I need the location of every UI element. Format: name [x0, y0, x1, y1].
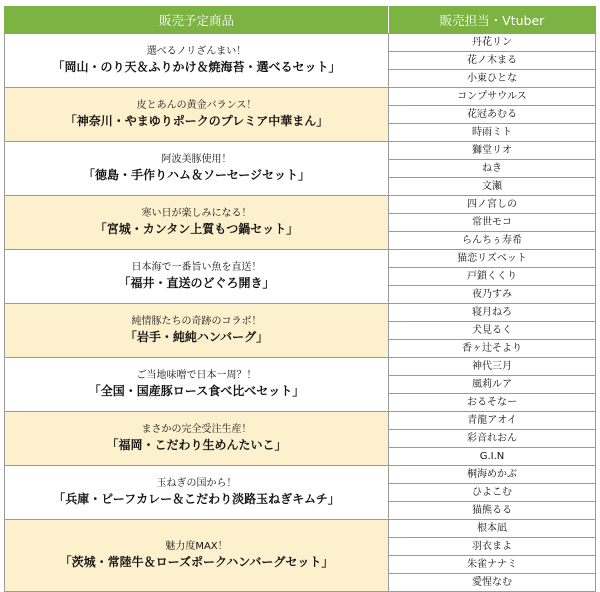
product-name: 「福岡・こだわり生めんたいこ」 [106, 438, 287, 453]
table-row [5, 88, 596, 106]
vtuber-name: 風莉ルア [389, 376, 596, 394]
vtuber-name: 小東ひとな [389, 70, 596, 88]
product-cell [5, 466, 389, 520]
vtuber-name: ひよこむ [389, 484, 596, 502]
vtuber-name: 文瀬 [389, 178, 596, 196]
product-name: 「兵庫・ビーフカレー＆こだわり淡路玉ねぎキムチ」 [53, 492, 340, 507]
product-subtitle: 玉ねぎの国から！ [156, 478, 237, 490]
vtuber-name: 香ヶ辻そより [389, 340, 596, 358]
vtuber-name: ねき [389, 160, 596, 178]
vtuber-name: おるそなー [389, 394, 596, 412]
vtuber-name: G.I.N [389, 448, 596, 466]
sales-schedule [4, 6, 596, 592]
table-row [5, 304, 596, 322]
vtuber-name: 羽衣まよ [389, 538, 596, 556]
product-cell [5, 142, 389, 196]
vtuber-name: 夜乃すみ [389, 286, 596, 304]
product-name: 「岡山・のり天＆ふりかけ＆焼海苔・選べるセット」 [52, 60, 341, 75]
product-cell [5, 358, 389, 412]
vtuber-name: 寝月ねろ [389, 304, 596, 322]
vtuber-name: 丹花リン [389, 34, 596, 52]
table-body [5, 34, 596, 592]
table-row [5, 412, 596, 430]
vtuber-name: 花ノ木まる [389, 52, 596, 70]
vtuber-name: 犬見るく [389, 322, 596, 340]
product-name: 「神奈川・やまゆりポークのプレミア中華まん」 [64, 114, 329, 129]
table-row [5, 466, 596, 484]
vtuber-name: 根本凪 [389, 520, 596, 538]
product-cell [5, 196, 389, 250]
vtuber-name: 花冠あむる [389, 106, 596, 124]
header-vtuber: 販売担当・Vtuber [389, 7, 596, 34]
vtuber-name: 朱雀ナナミ [389, 556, 596, 574]
table-row [5, 196, 596, 214]
vtuber-name: 青龍アオイ [389, 412, 596, 430]
vtuber-name: 時雨ミト [389, 124, 596, 142]
product-subtitle: まさかの完全受注生産！ [141, 424, 252, 436]
product-name: 「福井・直送のどぐろ開き」 [118, 276, 275, 291]
product-subtitle: 阿波美豚使用！ [161, 154, 232, 166]
product-name: 「徳島・手作りハム＆ソーセージセット」 [82, 168, 311, 183]
product-subtitle: 寒い日が楽しみになる！ [141, 208, 252, 220]
product-cell [5, 250, 389, 304]
product-name: 「岩手・純純ハンバーグ」 [124, 330, 269, 345]
vtuber-name: 神代三月 [389, 358, 596, 376]
product-cell [5, 88, 389, 142]
vtuber-name: 彩音れおん [389, 430, 596, 448]
table-row [5, 142, 596, 160]
product-subtitle: 選べるノリざんまい！ [146, 46, 247, 58]
vtuber-name: 常世モコ [389, 214, 596, 232]
product-subtitle: ご当地味噌で日本一周？！ [136, 370, 257, 382]
table-row [5, 34, 596, 52]
header-product: 販売予定商品 [5, 7, 389, 34]
product-name: 「全国・国産豚ロース食べ比べセット」 [88, 384, 305, 399]
vtuber-name: 戸鎖くくり [389, 268, 596, 286]
product-subtitle: 魅力度MAX！ [165, 541, 228, 553]
vtuber-name: 四ノ宮しの [389, 196, 596, 214]
vtuber-name: 桐海めかぶ [389, 466, 596, 484]
vtuber-name: 愛惺なむ [389, 574, 596, 592]
product-cell [5, 34, 389, 88]
table-row [5, 358, 596, 376]
product-name: 「茨城・常陸牛＆ローズポークハンバーグセット」 [59, 555, 334, 570]
header-row [5, 7, 596, 34]
product-cell [5, 520, 389, 592]
vtuber-name: らんちぅ寿希 [389, 232, 596, 250]
product-subtitle: 純情豚たちの奇跡のコラボ！ [131, 316, 262, 328]
vtuber-name: 獅堂リオ [389, 142, 596, 160]
vtuber-name: 猫熊るる [389, 502, 596, 520]
vtuber-name: コンプサウルス [389, 88, 596, 106]
vtuber-name: 猫恋リズベット [389, 250, 596, 268]
table-row [5, 520, 596, 538]
sales-table [4, 6, 596, 592]
product-cell [5, 304, 389, 358]
product-subtitle: 日本海で一番旨い魚を直送！ [131, 262, 262, 274]
product-cell [5, 412, 389, 466]
table-row [5, 250, 596, 268]
product-subtitle: 皮とあんの黄金バランス！ [136, 100, 257, 112]
product-name: 「宮城・カンタン上質もつ鍋セット」 [94, 222, 299, 237]
